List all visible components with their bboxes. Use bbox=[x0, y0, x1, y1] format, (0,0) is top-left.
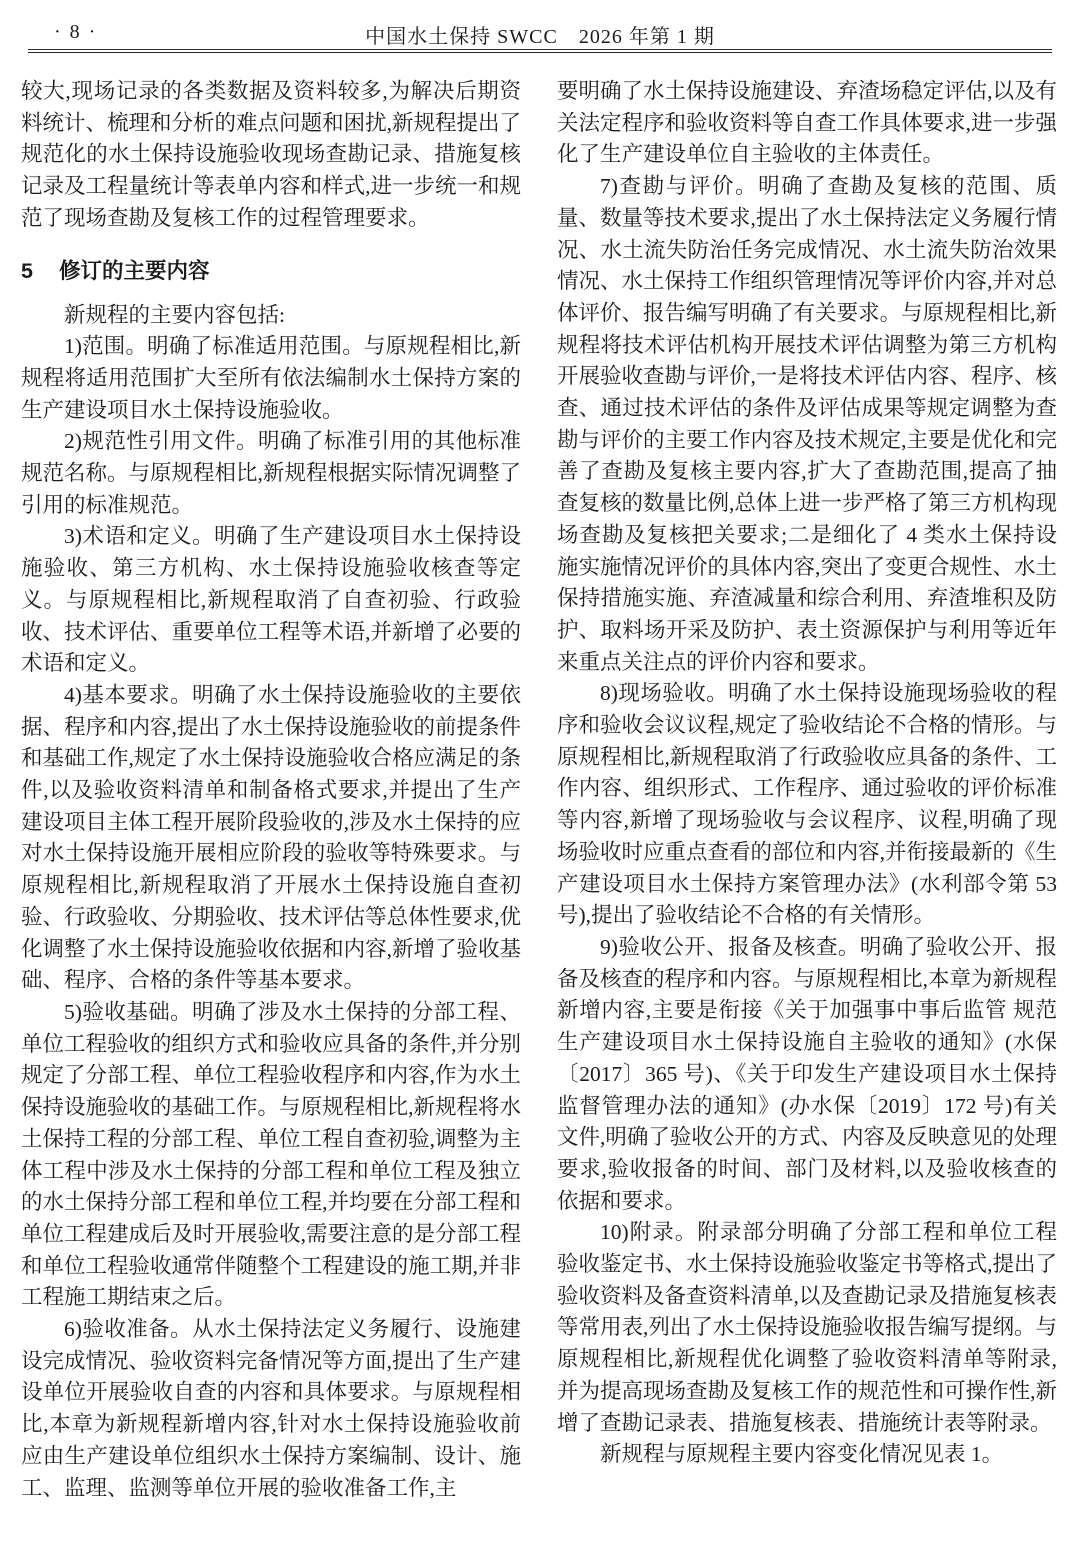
paragraph: 新规程的主要内容包括: bbox=[64, 302, 285, 327]
header-double-rule bbox=[28, 49, 1052, 53]
paragraph: 2)规范性引用文件。明确了标准引用的其他标准规范名称。与原规程相比,新规程根据实际情况调整了引用的标准规范。 bbox=[21, 429, 521, 517]
paragraph: 5)验收基础。明确了涉及水土保持的分部工程、单位工程验收的组织方式和验收应具备的条件,并分别规定了分部工程、单位工程验收程序和内容,作为水土保持设施验收的基础工作。与原规程相比,新规程将水土保持工程的分部工程、单位工程自查初验,调整为主体工程中涉及水土保持的分部工程和单位工程及独立的水土保持分部工程和单位工程,并均要在分部工程和单位工程建成后及时开展验收,需要注意的是分部工程和单位工程验收通常伴随整个工程建设的施工期,并非工程施工期结束之后。 bbox=[21, 999, 521, 1310]
left-column bbox=[21, 76, 521, 1504]
paragraph: 要明确了水土保持设施建设、弃渣场稳定评估,以及有关法定程序和验收资料等自查工作具体要求,进一步强化了生产建设单位自主验收的主体责任。 bbox=[557, 79, 1057, 167]
section-heading bbox=[21, 256, 521, 286]
section-title: 修订的主要内容 bbox=[58, 258, 210, 283]
paragraph: 10)附录。附录部分明确了分部工程和单位工程验收鉴定书、水土保持设施验收鉴定书等格式,提出了验收资料及备查资料清单,以及查勘记录及措施复核表等常用表,列出了水土保持设施验收报告编写提纲。与原规程相比,新规程优化调整了验收资料清单等附录,并为提高现场查勘及复核工作的规范性和可操作性,新增了查勘记录表、措施复核表、措施统计表等附录。 bbox=[557, 1220, 1057, 1435]
section-number: 5 bbox=[21, 258, 33, 283]
paragraph: 4)基本要求。明确了水土保持设施验收的主要依据、程序和内容,提出了水土保持设施验收的前提条件和基础工作,规定了水土保持设施验收合格应满足的条件,以及验收资料清单和制备格式要求,并提出了生产建设项目主体工程开展阶段验收的,涉及水土保持的应对水土保持设施开展相应阶段的验收等特殊要求。与原规程相比,新规程取消了开展水土保持设施自查初验、行政验收、分期验收、技术评估等总体性要求,优化调整了水土保持设施验收依据和内容,新增了验收基础、程序、合格的条件等基本要求。 bbox=[21, 682, 521, 993]
page-number: · 8 · bbox=[54, 21, 98, 43]
running-head bbox=[0, 20, 1080, 48]
paragraph: 新规程与原规程主要内容变化情况见表 1。 bbox=[600, 1442, 1004, 1467]
paragraph: 9)验收公开、报备及核查。明确了验收公开、报备及核查的程序和内容。与原规程相比,本章为新规程新增内容,主要是衔接《关于加强事中事后监管 规范生产建设项目水土保持设施自主验收的通知》(水保〔2017〕365 号)、《关于印发生产建设项目水土保持监督管理办法的通知》(办水保〔2019〕172 号)有关文件,明确了验收公开的方式、内容及反映意见的处理要求,验收报备的时间、部门及材料,以及验收核查的依据和要求。 bbox=[557, 934, 1057, 1213]
paragraph: 3)术语和定义。明确了生产建设项目水土保持设施验收、第三方机构、水土保持设施验收核查等定义。与原规程相比,新规程取消了自查初验、行政验收、技术评估、重要单位工程等术语,并新增了必要的术语和定义。 bbox=[21, 524, 521, 676]
paragraph: 6)验收准备。从水土保持法定义务履行、设施建设完成情况、验收资料完备情况等方面,提出了生产建设单位开展验收自查的内容和具体要求。与原规程相比,本章为新规程新增内容,针对水土保持设施验收前应由生产建设单位组织水土保持方案编制、设计、施工、监理、监测等单位开展的验收准备工作,主 bbox=[21, 1317, 521, 1500]
paragraph: 1)范围。明确了标准适用范围。与原规程相比,新规程将适用范围扩大至所有依法编制水土保持方案的生产建设项目水土保持设施验收。 bbox=[21, 334, 521, 422]
paragraph: 较大,现场记录的各类数据及资料较多,为解决后期资料统计、梳理和分析的难点问题和困扰,新规程提出了规范化的水土保持设施验收现场查勘记录、措施复核记录及工程量统计等表单内容和样式,进一步统一和规范了现场查勘及复核工作的过程管理要求。 bbox=[21, 79, 521, 230]
paragraph: 7)查勘与评价。明确了查勘及复核的范围、质量、数量等技术要求,提出了水土保持法定义务履行情况、水土流失防治任务完成情况、水土流失防治效果情况、水土保持工作组织管理情况等评价内容,并对总体评价、报告编写明确了有关要求。与原规程相比,新规程将技术评估机构开展技术评估调整为第三方机构开展验收查勘与评价,一是将技术评估内容、程序、核查、通过技术评估的条件及评估成果等规定调整为查勘与评价的主要工作内容及技术规定,主要是优化和完善了查勘及复核主要内容,扩大了查勘范围,提高了抽查复核的数量比例,总体上进一步严格了第三方机构现场查勘及复核把关要求;二是细化了 4 类水土保持设施实施情况评价的具体内容,突出了变更合规性、水土保持措施实施、弃渣减量和综合利用、弃渣堆积及防护、取料场开采及防护、表土资源保护与利用等近年来重点关注点的评价内容和要求。 bbox=[557, 174, 1057, 674]
right-column bbox=[557, 76, 1057, 1471]
journal-title: 中国水土保持 SWCC 2026 年第 1 期 bbox=[365, 26, 715, 48]
paragraph: 8)现场验收。明确了水土保持设施现场验收的程序和验收会议议程,规定了验收结论不合格的情形。与原规程相比,新规程取消了行政验收应具备的条件、工作内容、组织形式、工作程序、通过验收的评价标准等内容,新增了现场验收与会议程序、议程,明确了现场验收时应重点查看的部位和内容,并衔接最新的《生产建设项目水土保持方案管理办法》(水利部令第 53 号),提出了验收结论不合格的有关情形。 bbox=[557, 681, 1057, 928]
